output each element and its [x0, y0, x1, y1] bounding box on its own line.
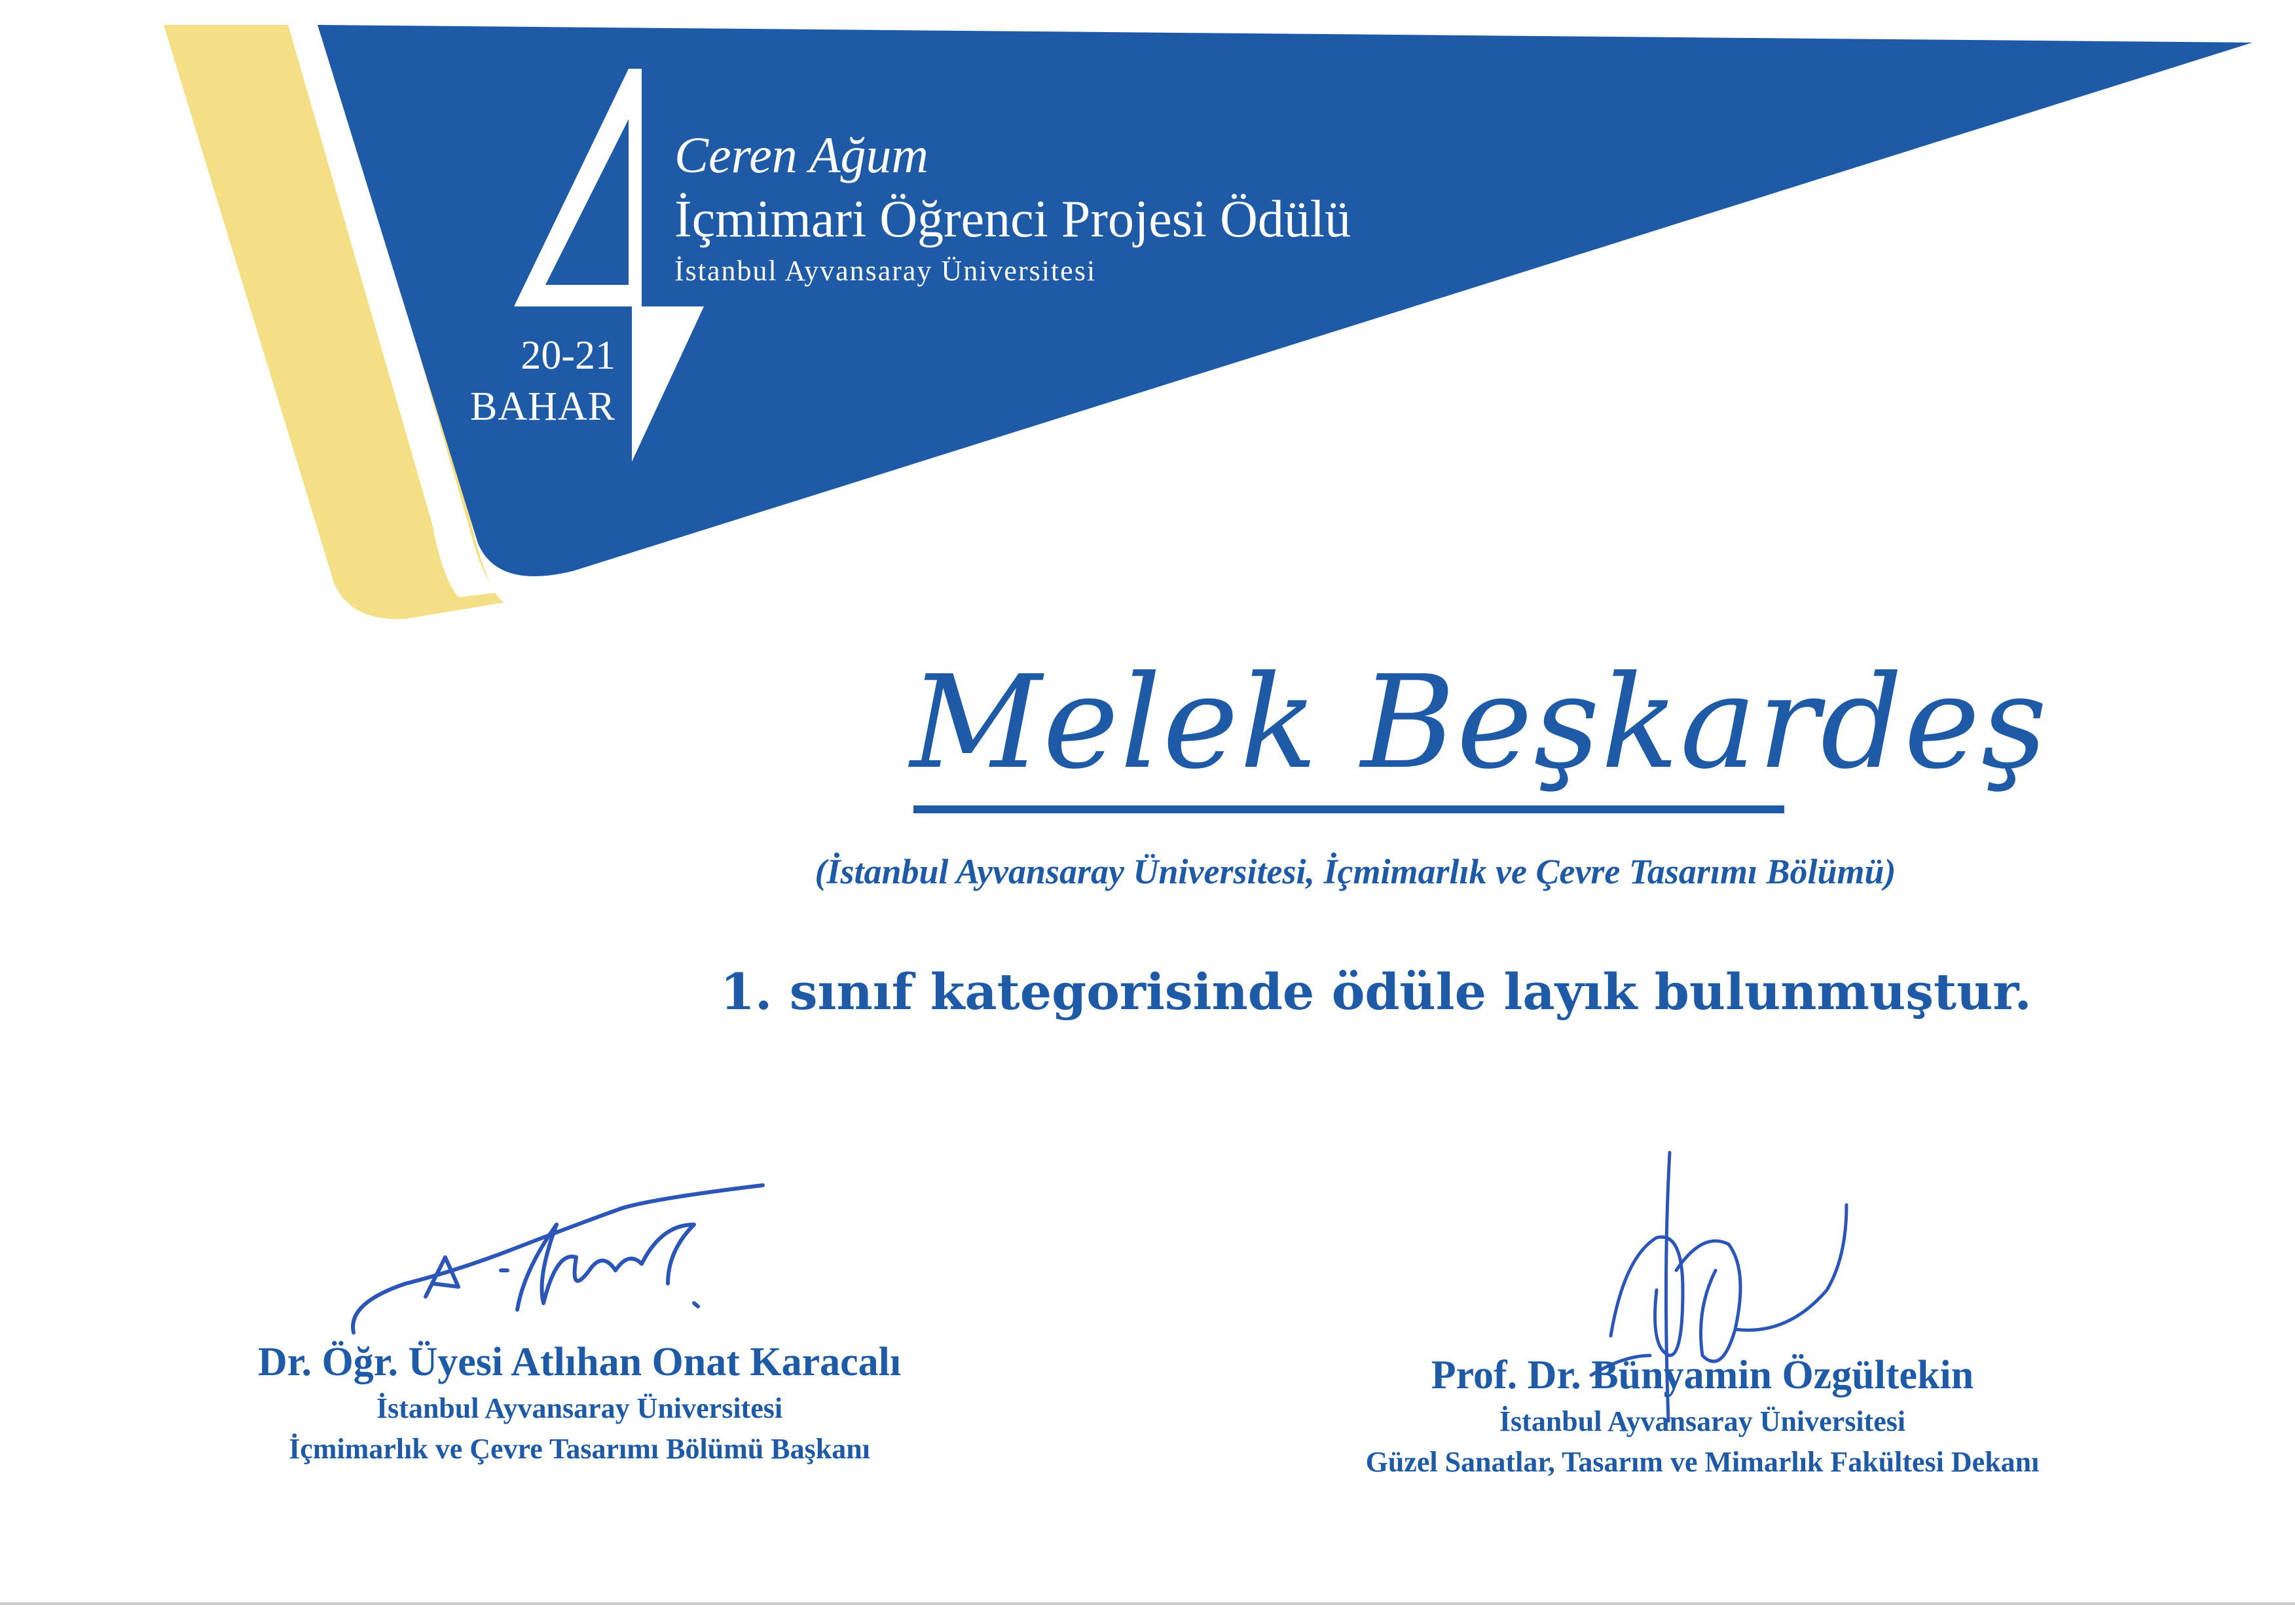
recipient-institution: (İstanbul Ayvansaray Üniversitesi, İçmimarlık ve Çevre Tasarımı Bölümü) [815, 852, 1896, 891]
award-banner [0, 0, 2295, 655]
page-bottom-rule [0, 1602, 2295, 1605]
award-university: İstanbul Ayvansaray Üniversitesi [674, 255, 1097, 287]
award-statement: 1. sınıf kategorisinde ödüle layık bulunmuştur. [720, 963, 2032, 1021]
term-season: BAHAR [469, 384, 615, 429]
name-underline [913, 805, 1784, 813]
award-title-name: Ceren Ağum [674, 126, 928, 183]
left-signer-university: İstanbul Ayvansaray Üniversitesi [376, 1392, 783, 1424]
left-signer-block [223, 1336, 936, 1469]
recipient-name: Melek Beşkardeş [910, 648, 2049, 798]
left-signer-name: Dr. Öğr. Üyesi Atlıhan Onat Karacalı [257, 1340, 902, 1384]
right-signer-university: İstanbul Ayvansaray Üniversitesi [1499, 1405, 1906, 1437]
right-signer-title: Güzel Sanatlar, Tasarım ve Mimarlık Fakültesi Dekanı [1365, 1446, 2040, 1478]
right-signer-name: Prof. Dr. Bünyamin Özgültekin [1431, 1353, 1974, 1397]
term-year: 20-21 [521, 333, 615, 378]
award-title: İçmimari Öğrenci Projesi Ödülü [674, 191, 1351, 248]
right-signer-block [1270, 1349, 2135, 1483]
left-signature [327, 1172, 786, 1342]
left-signer-title: İçmimarlık ve Çevre Tasarımı Bölümü Başkanı [289, 1433, 870, 1465]
